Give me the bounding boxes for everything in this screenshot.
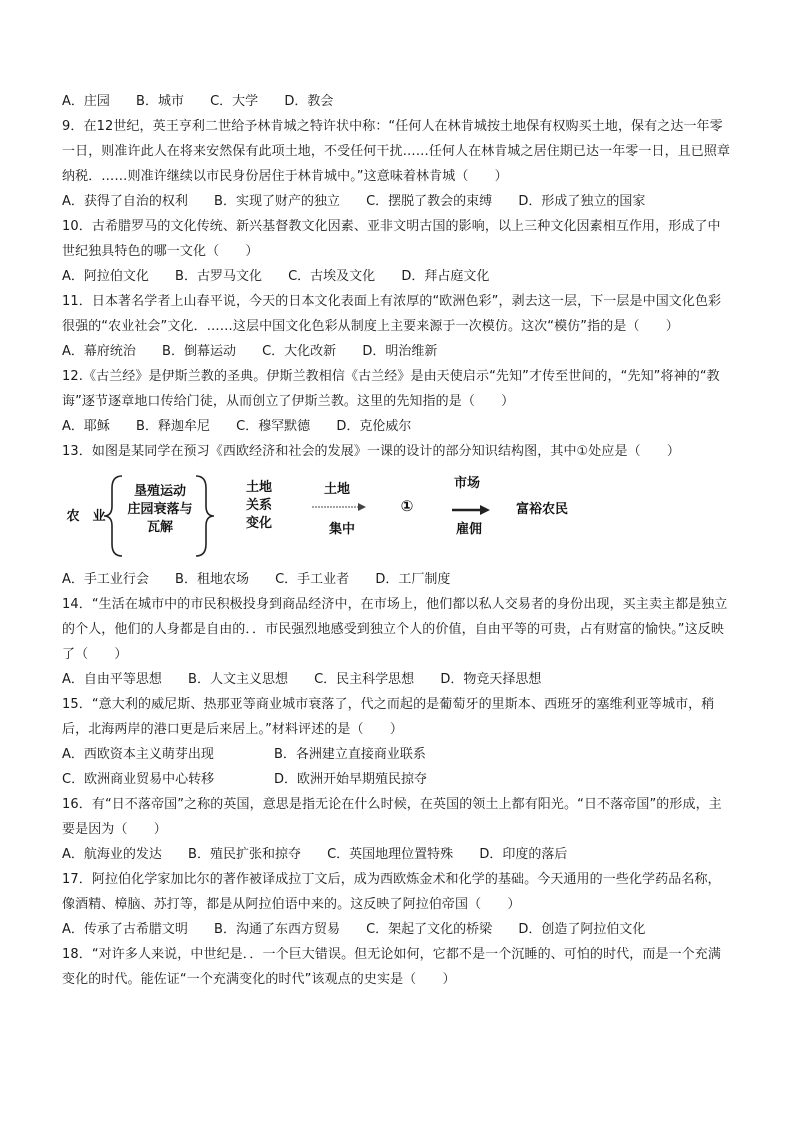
land-arrow-head [358, 503, 366, 511]
q9-text: 9．在12世纪，英王亨利二世给予林肯城之特许状中称：“任何人在林肯城按土地保有权购买土地，保有之达一年零一日，则准许此人在将来安然保有此项土地，不受任何干扰……任何人在林肯城之居住期已达一年零一日，且已照章纳税．……则准许继续以市民身份居住于林肯城中。”这意味着林肯城（ ） [62, 119, 731, 184]
knowledge-structure-diagram [62, 466, 732, 566]
employment-label: 雇佣 [455, 522, 482, 537]
q10-text: 10．古希腊罗马的文化传统、新兴基督教文化因素、亚非文明古国的影响，以上三种文化因素相互作用，形成了中世纪独具特色的哪一文化（ ） [62, 219, 721, 259]
q9-option-b[interactable]: B．实现了财产的独立 [214, 194, 340, 209]
q13-stem [62, 439, 732, 464]
q9-option-d[interactable]: D．形成了独立的国家 [518, 194, 646, 209]
q9-options [62, 189, 732, 214]
q8-option-b[interactable]: B．城市 [136, 94, 184, 109]
q11-option-a[interactable]: A．幕府统治 [62, 344, 136, 359]
q13-option-a[interactable]: A．手工业行会 [62, 572, 149, 587]
q11-text: 11．日本著名学者上山春平说，今天的日本文化表面上有浓厚的“欧洲色彩”，剥去这一层，下一层是中国文化色彩很强的“农业社会”文化．……这层中国文化色彩从制度上主要来源于一次模仿。这次“模仿”指的是（ ） [62, 294, 722, 334]
q15-option-d[interactable]: D．欧洲开始早期殖民掠夺 [274, 772, 428, 787]
q10-options [62, 264, 732, 289]
market-arrow-head [480, 505, 490, 515]
q14-option-d[interactable]: D．物竞天择思想 [440, 672, 542, 687]
q16-option-b[interactable]: B．殖民扩张和掠夺 [188, 847, 301, 862]
q11-option-b[interactable]: B．倒幕运动 [162, 344, 236, 359]
question-list [62, 89, 732, 992]
q12-option-c[interactable]: C．穆罕默德 [236, 419, 311, 434]
q15-option-a[interactable]: A．西欧资本主义萌芽出现 [62, 747, 214, 762]
q17-text: 17．阿拉伯化学家加比尔的著作被译成拉丁文后，成为西欧炼金术和化学的基础。今天通用的一些化学药品名称，像酒精、樟脑、苏打等，都是从阿拉伯语中来的。这反映了阿拉伯帝国（ ） [62, 872, 721, 912]
q8-option-a[interactable]: A．庄园 [62, 94, 110, 109]
market-label: 市场 [453, 476, 480, 491]
q10-option-d[interactable]: D．拜占庭文化 [401, 269, 490, 284]
brace-item-reclamation: 垦殖运动 [133, 484, 186, 499]
q16-option-a[interactable]: A．航海业的发达 [62, 847, 162, 862]
q18-text: 18．“对许多人来说，中世纪是．．一个巨大错误。但无论如何，它都不是一个沉睡的、可怕的时代，而是一个充满变化的时代。能佐证“一个充满变化的时代”该观点的史实是（ ） [62, 947, 721, 987]
q14-stem [62, 592, 732, 667]
q17-options [62, 917, 732, 942]
q17-option-a[interactable]: A．传承了古希腊文明 [62, 922, 188, 937]
q10-option-b[interactable]: B．古罗马文化 [175, 269, 262, 284]
q14-options [62, 667, 732, 692]
q11-option-c[interactable]: C．大化改新 [262, 344, 337, 359]
q16-text: 16．有“日不落帝国”之称的英国，意思是指无论在什么时候，在英国的领土上都有阳光。“日不落帝国”的形成，主要是因为（ ） [62, 797, 722, 837]
rich-peasant-label: 富裕农民 [515, 502, 568, 517]
q14-option-a[interactable]: A．自由平等思想 [62, 672, 162, 687]
q11-stem [62, 289, 732, 339]
q14-text: 14．“生活在城市中的市民积极投身到商品经济中，在市场上，他们都以私人交易者的身份出现，买主卖主都是独立的个人，他们的人身都是自由的．．市民强烈地感受到独立个人的价值，自由平等的可贵，占有财富的愉快。”这反映了（ ） [62, 597, 728, 662]
q15-options-row2 [62, 767, 732, 792]
q14-option-b[interactable]: B．人文主义思想 [188, 672, 288, 687]
q17-option-c[interactable]: C．架起了文化的桥梁 [366, 922, 493, 937]
q12-option-d[interactable]: D．克伦威尔 [336, 419, 412, 434]
q9-option-a[interactable]: A．获得了自治的权利 [62, 194, 188, 209]
q15-text: 15．“意大利的威尼斯、热那亚等商业城市衰落了，代之而起的是葡萄牙的里斯本、西班牙的塞维利亚等城市，稍后，北海两岸的港口更是后来居上。”材料评述的是（ ） [62, 697, 715, 737]
land-top-label: 土地 [323, 482, 350, 497]
q13-option-b[interactable]: B．租地农场 [175, 572, 249, 587]
q12-text: 12.《古兰经》是伊斯兰教的圣典。伊斯兰教相信《古兰经》是由天使启示“先知”才传至世间的，“先知”将神的“教诲”逐节逐章地口传给门徒，从而创立了伊斯兰教。这里的先知指的是（ ） [62, 369, 720, 409]
q17-stem [62, 867, 732, 917]
q9-option-c[interactable]: C．摆脱了教会的束缚 [366, 194, 493, 209]
q15-stem [62, 692, 732, 742]
q18-stem [62, 942, 732, 992]
q11-option-d[interactable]: D．明治维新 [362, 344, 438, 359]
q12-option-b[interactable]: B．释迦牟尼 [136, 419, 210, 434]
land-relation-line1: 土地 [245, 480, 272, 495]
q10-stem [62, 214, 732, 264]
q14-option-c[interactable]: C．民主科学思想 [314, 672, 415, 687]
q8-options [62, 89, 732, 114]
q15-options-row1 [62, 742, 732, 767]
agriculture-label: 农 业 [66, 509, 106, 524]
brace-item-collapse: 瓦解 [146, 520, 173, 535]
land-relation-line2: 关系 [245, 498, 272, 513]
q17-option-d[interactable]: D．创造了阿拉伯文化 [518, 922, 646, 937]
q13-options [62, 567, 732, 592]
q12-stem [62, 364, 732, 414]
q16-option-c[interactable]: C．英国地理位置特殊 [327, 847, 454, 862]
q17-option-b[interactable]: B．沟通了东西方贸易 [214, 922, 340, 937]
q13-option-c[interactable]: C．手工业者 [275, 572, 350, 587]
q16-option-d[interactable]: D．印度的落后 [479, 847, 568, 862]
land-concentration-label: 集中 [328, 522, 355, 537]
blank-marker-1: ① [400, 497, 414, 515]
land-relation-line3: 变化 [245, 516, 272, 531]
q16-stem [62, 792, 732, 842]
q8-option-c[interactable]: C．大学 [210, 94, 259, 109]
brace-item-manor-decline: 庄园衰落与 [127, 502, 193, 517]
q8-option-d[interactable]: D．教会 [284, 94, 334, 109]
q15-option-b[interactable]: B．各洲建立直接商业联系 [274, 747, 426, 762]
q15-option-c[interactable]: C．欧洲商业贸易中心转移 [62, 772, 215, 787]
q10-option-c[interactable]: C．古埃及文化 [288, 269, 376, 284]
q11-options [62, 339, 732, 364]
q12-options [62, 414, 732, 439]
q16-options [62, 842, 732, 867]
q10-option-a[interactable]: A．阿拉伯文化 [62, 269, 149, 284]
q9-stem [62, 114, 732, 189]
q12-option-a[interactable]: A．耶稣 [62, 419, 110, 434]
q13-option-d[interactable]: D．工厂制度 [375, 572, 451, 587]
q13-text: 13．如图是某同学在预习《西欧经济和社会的发展》一课的设计的部分知识结构图，其中①处应是（ ） [62, 444, 680, 459]
